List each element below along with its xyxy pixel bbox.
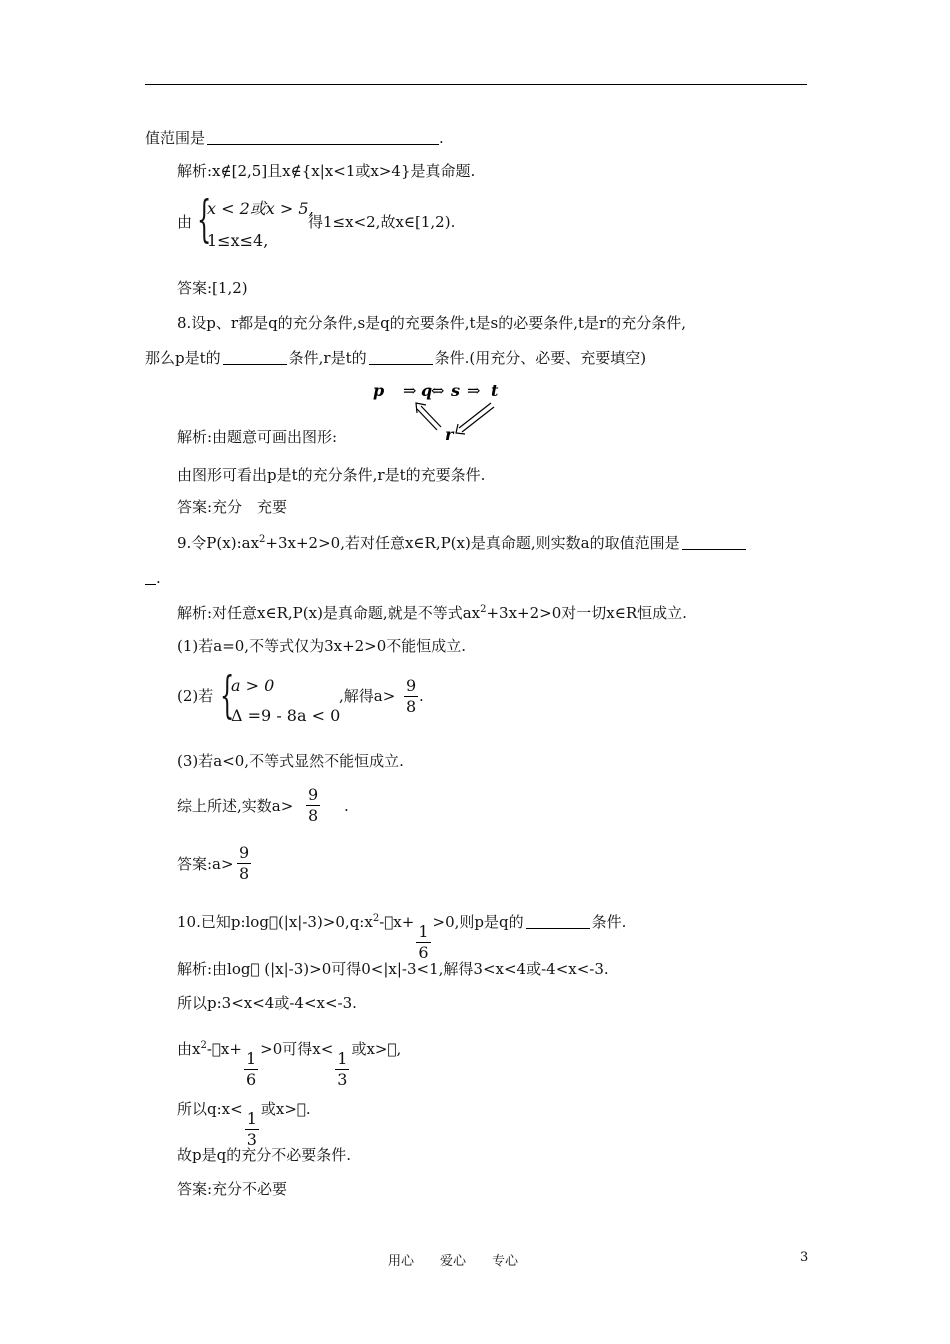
- question-line: [145, 349, 646, 367]
- text-span: 或x> ,: [351, 1040, 402, 1058]
- text-span: 所以q:x<: [177, 1100, 243, 1118]
- denominator: 8: [239, 864, 250, 883]
- node-r: r: [445, 425, 454, 442]
- text-span: 由x: [177, 1040, 201, 1058]
- iff-arrow-icon: ⇔: [431, 381, 445, 400]
- header-rule: [145, 84, 807, 85]
- numerator: 9: [239, 843, 250, 862]
- fraction: [237, 843, 251, 884]
- question-line: 8.设p、r都是q的充分条件,s是q的充要条件,t是s的必要条件,t是r的充分条件,: [177, 314, 686, 332]
- numerator: 1: [337, 1049, 348, 1068]
- text-span: .: [419, 687, 424, 705]
- analysis-line: 解析:x∉[2,5]且x∉{x|x<1或x>4}是真命题.: [177, 162, 476, 180]
- node-t: t: [491, 381, 499, 400]
- answer-line: 答案:a>: [177, 855, 234, 873]
- system-row: 1≤x≤4,: [207, 231, 269, 250]
- text-span: 10.已知p:log (|x|-3)>0,q:x: [177, 913, 373, 931]
- analysis-line: (3)若a<0,不等式显然不能恒成立.: [177, 752, 404, 770]
- answer-line: 答案:充分不必要: [177, 1180, 288, 1198]
- answer-line: 答案:充分 充要: [177, 498, 288, 516]
- fraction: [404, 676, 418, 717]
- text-span: - x+: [379, 913, 415, 931]
- text-span: 条件,r是t的: [288, 349, 367, 367]
- system-row: Δ =9 - 8a < 0: [231, 706, 341, 725]
- text-span: >0可得x<: [260, 1040, 334, 1058]
- system-row: x < 2或x > 5,: [207, 199, 314, 218]
- denominator: 6: [418, 943, 429, 962]
- exponent: 2: [480, 604, 487, 615]
- analysis-line: (1)若a=0,不等式仅为3x+2>0不能恒成立.: [177, 637, 467, 655]
- numerator: 9: [308, 785, 319, 804]
- text-span: 解析:对任意x∈R,P(x)是真命题,就是不等式ax: [177, 604, 481, 622]
- fraction: [245, 1109, 259, 1150]
- numerator: 1: [246, 1109, 257, 1128]
- analysis-line: 所以p:3<x<4或-4<x<-3.: [177, 994, 357, 1012]
- text-span: +3x+2>0对一切x∈R恒成立.: [486, 604, 687, 622]
- exponent: 2: [259, 534, 266, 545]
- brace-icon: {: [220, 666, 235, 724]
- text-span: .: [156, 569, 161, 587]
- answer-blank: [369, 350, 433, 365]
- text-span: .: [439, 129, 444, 147]
- answer-blank: [207, 130, 439, 145]
- text-span: >0,则p是q的: [432, 913, 524, 931]
- text-span: .: [344, 797, 349, 815]
- denominator: 8: [308, 806, 319, 825]
- text-span: 综上所述,实数a>: [177, 797, 294, 815]
- text-span: 值范围是: [145, 129, 206, 147]
- text-span: a > 0: [231, 676, 275, 695]
- numerator: 1: [245, 1049, 257, 1068]
- node-s: s: [451, 381, 461, 400]
- double-arrow-t-to-r-icon: [456, 403, 494, 434]
- fraction: [306, 785, 320, 826]
- answer-blank: [526, 914, 590, 929]
- numerator: 1: [418, 922, 429, 941]
- page-number: 3: [800, 1250, 809, 1265]
- text-span: (2)若: [177, 687, 214, 705]
- fraction: [416, 922, 430, 963]
- denominator: 3: [246, 1130, 257, 1149]
- text-span: 条件.: [591, 913, 627, 931]
- text-line: [145, 129, 444, 147]
- analysis-line: 解析:由题意可画出图形:: [177, 428, 338, 446]
- text-span: [339, 687, 395, 705]
- question-line: [177, 534, 748, 552]
- text-span: - x+: [206, 1040, 242, 1058]
- answer-blank: [682, 535, 746, 550]
- brace-icon: {: [197, 190, 212, 248]
- analysis-line: 解析:由log  (|x|-3)>0可得0<|x|-3<1,解得3<x<4或-4<x<-3.: [177, 960, 609, 978]
- node-p: p: [373, 381, 385, 400]
- text-span: 条件.(用充分、必要、充要填空): [434, 349, 647, 367]
- analysis-line: [177, 1040, 401, 1090]
- text-span: 9.令P(x):ax: [177, 534, 260, 552]
- implication-diagram: [373, 378, 513, 442]
- text-span: 得1≤x<2,故x∈[1,2).: [308, 213, 456, 231]
- footer-motto: 用心 爱心 专心: [388, 1254, 519, 1269]
- answer-line: 答案:[1,2): [177, 279, 248, 297]
- analysis-line: 由图形可看出p是t的充分条件,r是t的充要条件.: [177, 466, 486, 484]
- system-row: [231, 676, 274, 696]
- implies-arrow-icon: ⇒: [403, 381, 417, 400]
- text-span: ,解得a>: [339, 687, 396, 705]
- text-span: 那么p是t的: [145, 349, 221, 367]
- answer-blank: [223, 350, 287, 365]
- text-span: 由: [177, 213, 193, 231]
- denominator: 3: [337, 1070, 348, 1089]
- numerator: 9: [406, 676, 417, 695]
- double-arrow-r-to-q-icon: [416, 403, 441, 430]
- exponent: 2: [200, 1040, 207, 1051]
- analysis-line: [177, 1100, 311, 1150]
- answer-blank: [145, 570, 156, 585]
- analysis-line: 故p是q的充分不必要条件.: [177, 1146, 351, 1164]
- node-q: q: [421, 381, 433, 400]
- question-line: [177, 913, 626, 963]
- fraction: [335, 1049, 349, 1090]
- exponent: 2: [372, 913, 380, 924]
- denominator: 8: [406, 697, 417, 716]
- fraction: [244, 1049, 258, 1090]
- analysis-line: [177, 604, 687, 622]
- implies-arrow-icon: ⇒: [467, 381, 481, 400]
- text-span: +3x+2>0,若对任意x∈R,P(x)是真命题,则实数a的取值范围是: [265, 534, 680, 552]
- text-span: 或x> .: [260, 1100, 311, 1118]
- question-line: [145, 569, 161, 587]
- denominator: 6: [245, 1070, 257, 1089]
